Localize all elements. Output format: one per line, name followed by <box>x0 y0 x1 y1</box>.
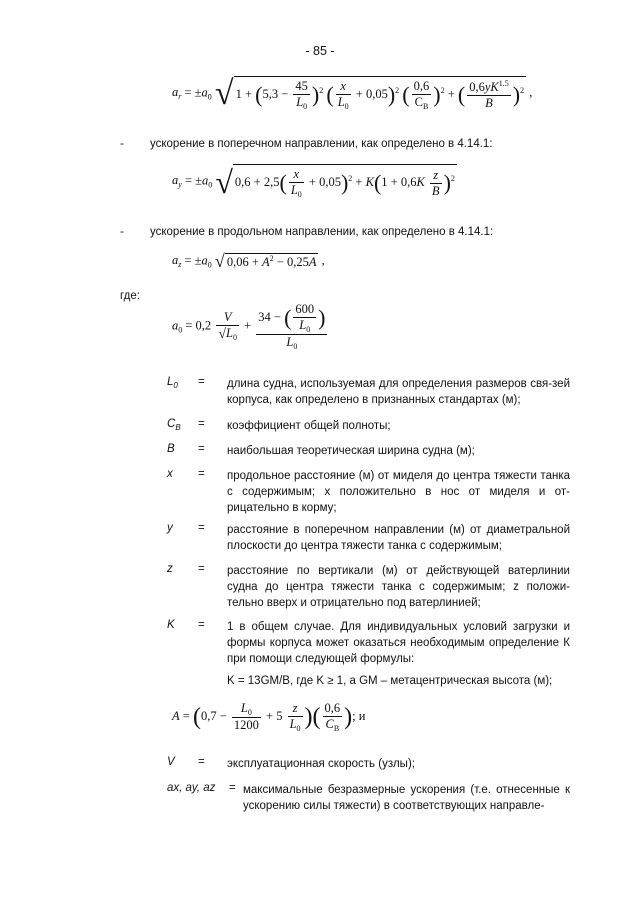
def-text-K: 1 в общем случае. Для индивидуальных условий загрузки и формы корпуса может оказаться необходимым определение К при помощи следующей формулы: <box>227 621 570 665</box>
def-eq-x: = <box>198 468 205 480</box>
formula-az: $a_z = \pm a_0$ √ $0,06 + A^2 - 0,25A$ , <box>172 251 325 271</box>
def-text-x: продольное расстояние (м) от миделя до центра тяжести танка с содержимым; x положительно в нос от миделя и от-рицательно в корму; <box>227 470 570 514</box>
def-symbol-L0: $L_0$ <box>167 376 178 390</box>
bullet-dash-2: - <box>120 226 124 238</box>
bullet-dash-1: - <box>120 138 124 150</box>
def-symbol-z: z <box>167 563 173 575</box>
def-text-L0: длина судна, используемая для определения размеров свя-зей корпуса, как определено в признанных стандартах (м); <box>227 378 570 406</box>
def-text-z: расстояние по вертикали (м) от действующей ватерлинии судна до центра тяжести танка с содержимым; z положи-тельно вверх и отрицательно под ватерлинией; <box>227 565 570 609</box>
def-text-y: расстояние в поперечном направлении (м) от диаметральной плоскости до центра тяжести танка с содержимым; <box>227 524 570 552</box>
def-text-V: эксплуатационная скорость (узлы); <box>227 758 415 770</box>
def-symbol-K: K <box>167 619 175 631</box>
def-eq-y: = <box>198 522 205 534</box>
formula-a0: $a_0 = 0,2$ $\frac{V}{√L_0}$ + 34 − ( $\frac{600}{L_0}$ ) $L_0$ <box>172 302 326 351</box>
def-symbol-x: x <box>167 468 173 480</box>
def-text-B: наибольшая теоретическая ширина судна (м); <box>227 445 475 457</box>
def-symbol-axyz: ax, ay, az <box>167 782 216 794</box>
def-eq-L0: = <box>198 376 205 388</box>
bullet-text-2: ускорение в продольном направлении, как определено в 4.14.1: <box>150 226 494 238</box>
page-number: - 85 - <box>305 44 335 58</box>
def-text-axyz: максимальные безразмерные ускорения (т.е. отнесенные к ускорению силы тяжести) в соответствующих направле- <box>243 784 570 812</box>
def-symbol-CB: $C_B$ <box>167 418 181 432</box>
formula-ar: $a_r = \pm a_0$ √1 + (5,3 − $\frac{45}{L_0}$ )$^2$ ( $\frac{x}{L_0}$ + 0,05)$^2$ ( $\frac{0,6}{C_B}$ )$^2$ + ( $\frac{0,6yK^{1.5}}{B}$ )$^2$ , <box>172 74 533 112</box>
k-formula: K = 13GM/B, где K ≥ 1, а GM – метацентрическая высота (м); <box>227 675 553 687</box>
def-eq-z: = <box>198 563 205 575</box>
def-eq-axyz: = <box>229 782 236 794</box>
def-symbol-B: B <box>167 443 175 455</box>
def-eq-B: = <box>198 443 205 455</box>
where-label: где: <box>120 290 140 302</box>
def-text-CB: коэффициент общей полноты; <box>227 420 391 432</box>
bullet-text-1: ускорение в поперечном направлении, как определено в 4.14.1: <box>150 138 493 150</box>
def-eq-K: = <box>198 619 205 631</box>
def-symbol-y: y <box>167 522 173 534</box>
def-symbol-V: V <box>167 756 175 768</box>
formula-A: A = (0,7 − $\frac{L_0}{1200}$ + 5 $\frac{z}{L_0}$ )( $\frac{0,6}{C_B}$ ); и <box>172 701 366 733</box>
def-eq-V: = <box>198 756 205 768</box>
def-eq-CB: = <box>198 418 205 430</box>
formula-ay: $a_y = \pm a_0$ √0,6 + 2,5( $\frac{x}{L_0}$ + 0,05)$^2$ + K(1 + 0,6K $\frac{z}{B}$ )$^2$ <box>172 163 455 200</box>
